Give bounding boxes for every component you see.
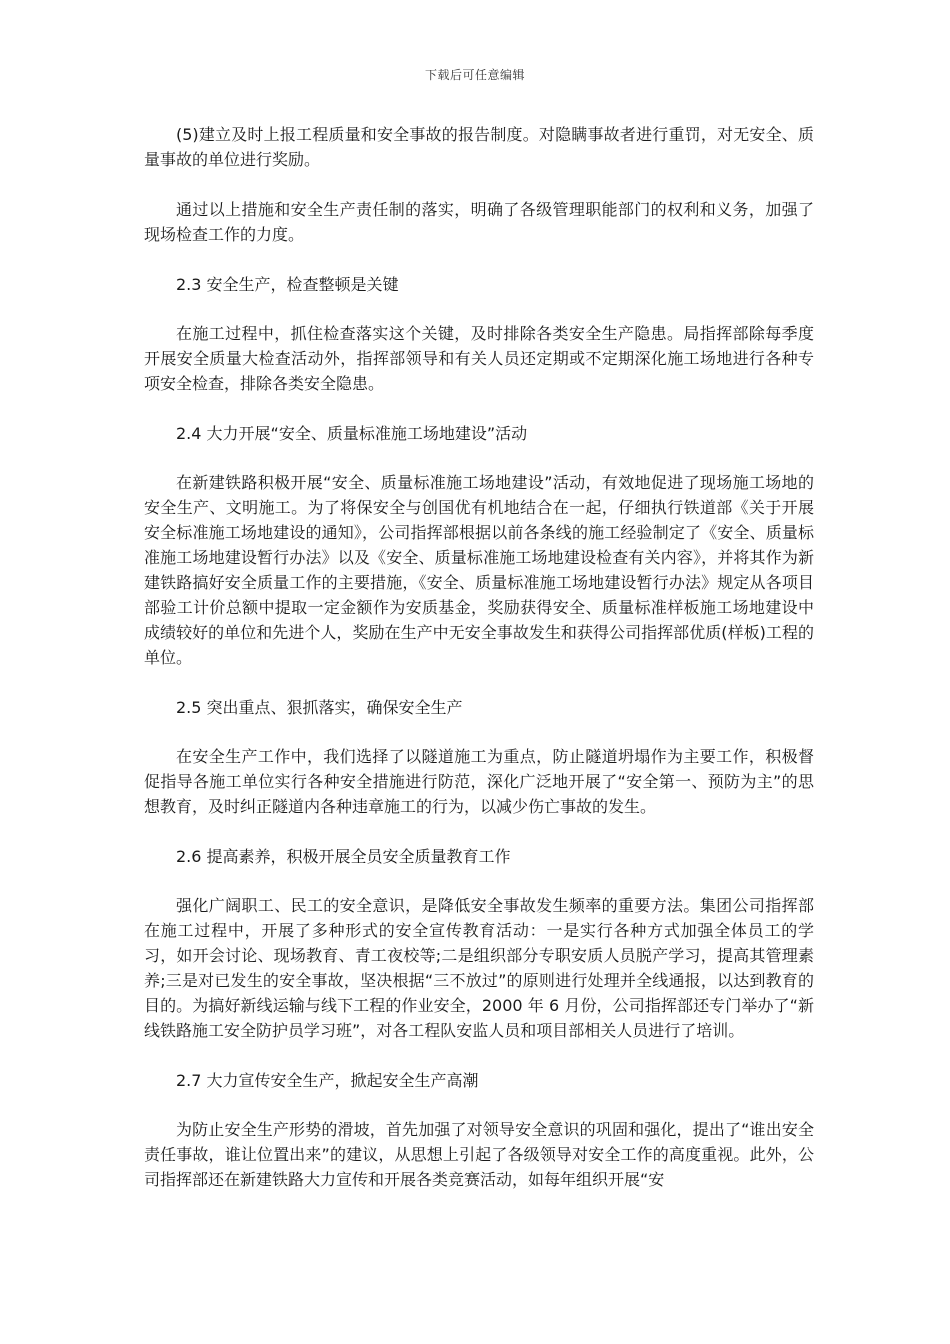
header-note: 下载后可任意编辑 (424, 68, 525, 82)
paragraph-promotion: 为防止安全生产形势的滑坡，首先加强了对领导安全意识的巩固和强化，提出了“谁出安全责任事故，谁让位置出来”的建议，从思想上引起了各级领导对安全工作的高度重视。此外，公司指挥部还在新建铁路大力宣传和开展各类竞赛活动，如每年组织开展“安 (144, 1120, 814, 1189)
section-heading-2-7: 2.7 大力宣传安全生产，掀起安全生产高潮 (176, 1071, 479, 1090)
paragraph-education: 强化广阔职工、民工的安全意识，是降低安全事故发生频率的重要方法。集团公司指挥部在施工过程中，开展了多种形式的安全宣传教育活动：一是实行各种方式加强全体员工的学习，如开会讨论、现场教育、青工夜校等;二是组织部分专职安质人员脱产学习，提高其管理素养;三是对已发生的安全事故，坚决根据“三不放过”的原则进行处理并全线通报，以达到教育的目的。为搞好新线运输与线下工程的作业安全，2000 年 6 月份，公司指挥部还专门举办了“新线铁路施工安全防护员学习班”，对各工程队安监人员和项目部相关人员进行了培训。 (144, 896, 814, 1040)
paragraph-tunnel-focus: 在安全生产工作中，我们选择了以隧道施工为重点，防止隧道坍塌作为主要工作，积极督促指导各施工单位实行各种安全措施进行防范，深化广泛地开展了“安全第一、预防为主”的思想教育，及时纠正隧道内各种违章施工的行为，以减少伤亡事故的发生。 (144, 747, 814, 816)
paragraph-measures-summary: 通过以上措施和安全生产责任制的落实，明确了各级管理职能部门的权利和义务，加强了现场检查工作的力度。 (144, 200, 814, 244)
paragraph-report-system: (5)建立及时上报工程质量和安全事故的报告制度。对隐瞒事故者进行重罚，对无安全、质量事故的单位进行奖励。 (144, 125, 814, 169)
paragraph-inspection: 在施工过程中，抓住检查落实这个关键，及时排除各类安全生产隐患。局指挥部除每季度开展安全质量大检查活动外，指挥部领导和有关人员还定期或不定期深化施工场地进行各种专项安全检查，排除各类安全隐患。 (144, 324, 814, 393)
section-heading-2-6: 2.6 提高素养，积极开展全员安全质量教育工作 (176, 847, 511, 866)
section-heading-2-4: 2.4 大力开展“安全、质量标准施工场地建设”活动 (176, 424, 528, 443)
paragraph-standard-site: 在新建铁路积极开展“安全、质量标准施工场地建设”活动，有效地促进了现场施工场地的安全生产、文明施工。为了将保安全与创国优有机地结合在一起，仔细执行铁道部《关于开展安全标准施工场地建设的通知》，公司指挥部根据以前各条线的施工经验制定了《安全、质量标准施工场地建设暂行办法》以及《安全、质量标准施工场地建设检查有关内容》，并将其作为新建铁路搞好安全质量工作的主要措施，《安全、质量标准施工场地建设暂行办法》规定从各项目部验工计价总额中提取一定金额作为安质基金，奖励获得安全、质量标准样板施工场地建设中成绩较好的单位和先进个人，奖励在生产中无安全事故发生和获得公司指挥部优质(样板)工程的单位。 (144, 473, 814, 667)
section-heading-2-5: 2.5 突出重点、狠抓落实，确保安全生产 (176, 698, 463, 717)
section-heading-2-3: 2.3 安全生产，检查整顿是关键 (176, 275, 399, 294)
document-body (144, 122, 814, 1217)
